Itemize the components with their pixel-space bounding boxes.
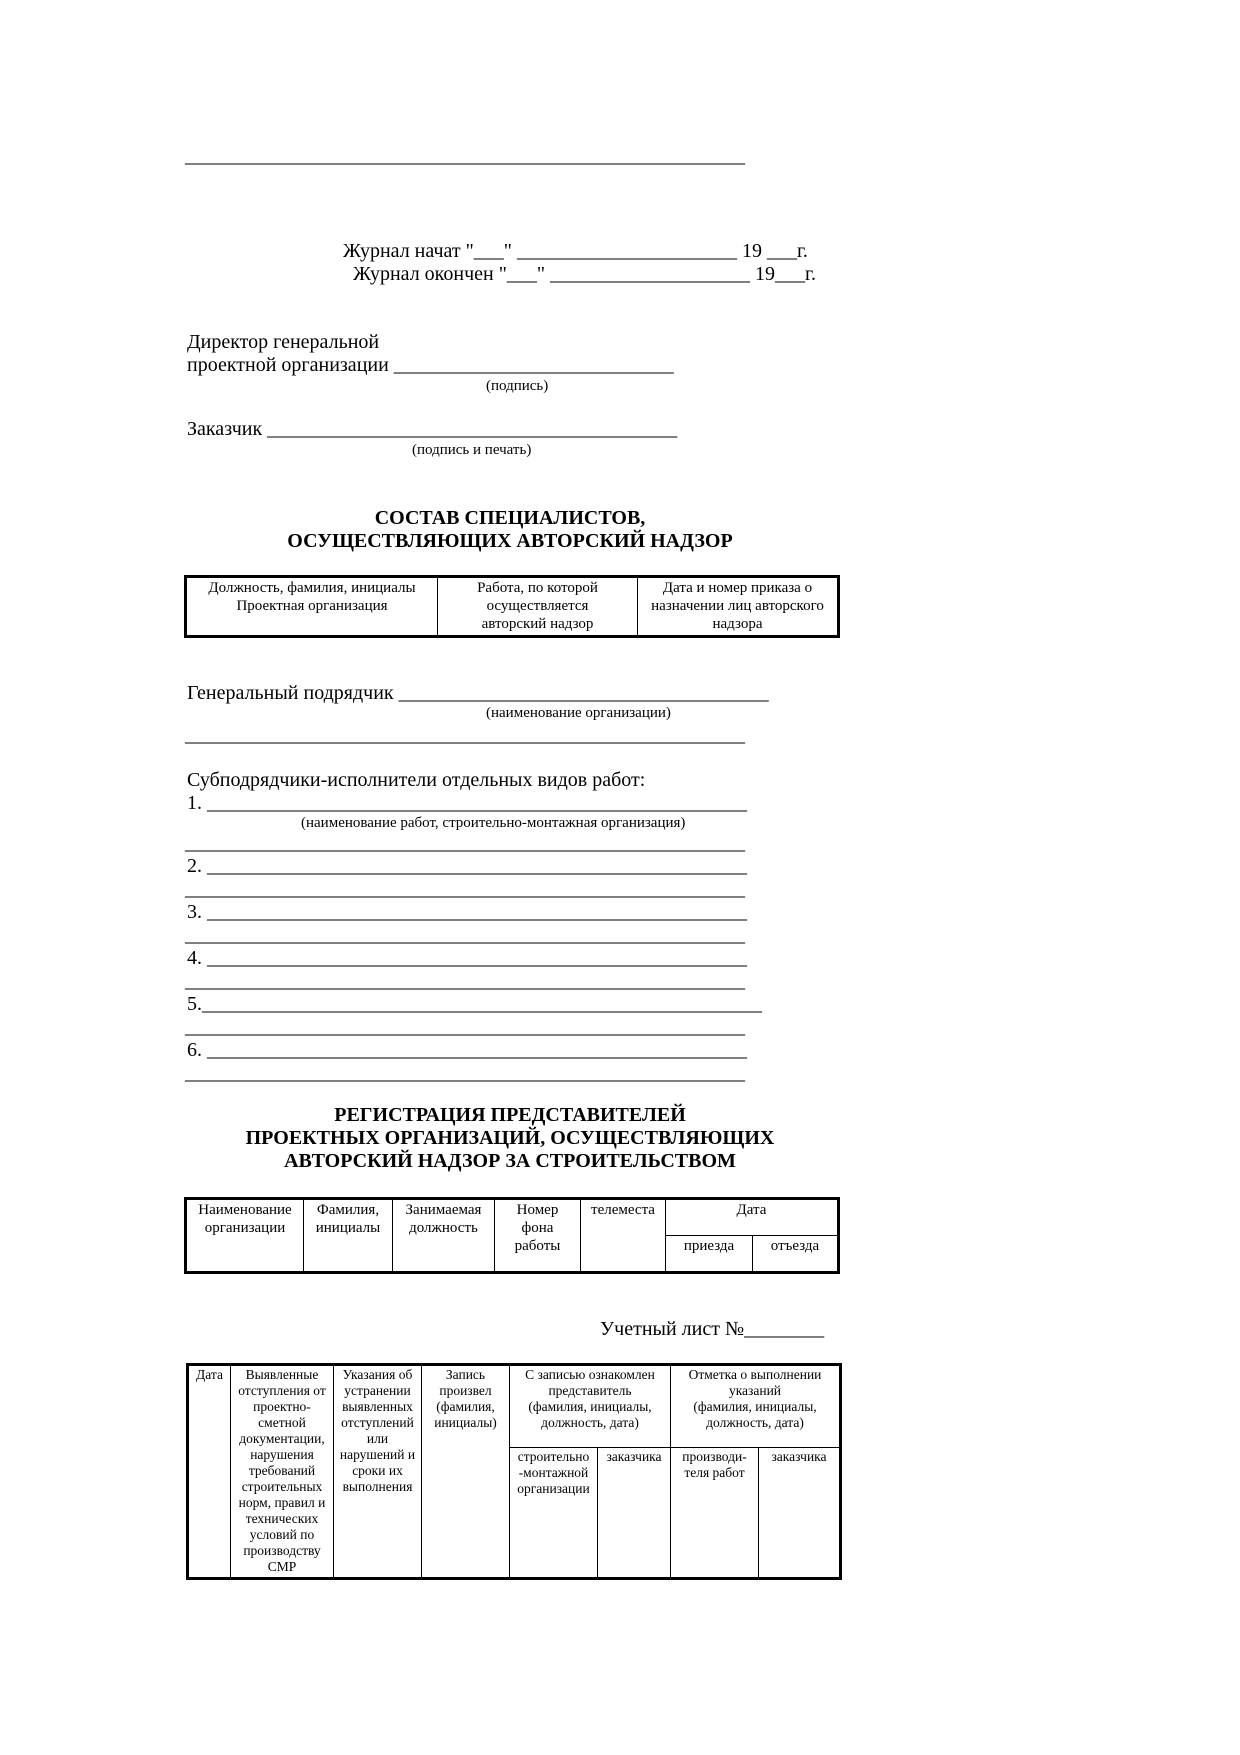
- subcontractor-item-6: 6. ______________________________________________________: [187, 1039, 747, 1061]
- representatives-header-date: [666, 1199, 839, 1236]
- representatives-header-org: [186, 1199, 304, 1273]
- representatives-header-telemesta: [581, 1199, 666, 1273]
- subcontractor-blank-1: ________________________________________________________: [185, 832, 745, 854]
- subcontractor-blank-6: ________________________________________________________: [185, 1062, 745, 1084]
- account-header-customer-1: [598, 1447, 671, 1578]
- account-header-deviations: [231, 1365, 334, 1579]
- account-header-completion-text: Отметка о выполнении указаний (фамилия, инициалы, должность, дата): [688, 1367, 822, 1430]
- account-header-row-1: [188, 1365, 841, 1448]
- specialists-header-position: [186, 577, 438, 637]
- subcontractor-blank-3: ________________________________________________________: [185, 924, 745, 946]
- account-header-smo: [510, 1447, 598, 1578]
- account-header-producer: [671, 1447, 759, 1578]
- specialists-table: [184, 575, 840, 638]
- account-header-completion: [671, 1365, 841, 1448]
- representatives-header-date-text: Дата: [736, 1202, 767, 1218]
- journal-finished-line: Журнал окончен "___" ____________________ 19___г.: [353, 263, 816, 285]
- representatives-header-name-text: Фамилия, инициалы: [315, 1202, 381, 1236]
- customer-signature-line: Заказчик _________________________________________: [187, 418, 678, 440]
- account-header-smo-text: строительно -монтажной организации: [517, 1448, 590, 1496]
- section2-title-line2: ПРОЕКТНЫХ ОРГАНИЗАЦИЙ, ОСУЩЕСТВЛЯЮЩИХ: [245, 1127, 775, 1149]
- account-sheet-table: [186, 1363, 842, 1580]
- account-header-producer-text: производи- теля работ: [682, 1448, 747, 1480]
- account-header-record: [422, 1365, 510, 1579]
- account-sheet-label: Учетный лист №________: [600, 1318, 825, 1340]
- general-contractor-blank-line: ________________________________________________________: [185, 724, 745, 746]
- representatives-header-arrival-text: приезда: [683, 1238, 735, 1254]
- representatives-header-row-1: [186, 1199, 839, 1236]
- director-label: Директор генеральной: [187, 331, 380, 353]
- subcontractor-blank-2: ________________________________________________________: [185, 878, 745, 900]
- representatives-table: [184, 1197, 840, 1274]
- specialists-header-order: [638, 577, 839, 637]
- account-header-instructions: [334, 1365, 422, 1579]
- subcontractor-item-5: 5.________________________________________________________: [187, 993, 762, 1015]
- general-contractor-caption: (наименование организации): [486, 705, 671, 721]
- account-header-customer-2: [759, 1447, 841, 1578]
- account-header-date-text: Дата: [196, 1367, 223, 1382]
- subcontractor-blank-5: ________________________________________________________: [185, 1016, 745, 1038]
- section2-title-line3: АВТОРСКИЙ НАДЗОР ЗА СТРОИТЕЛЬСТВОМ: [284, 1150, 736, 1172]
- subcontractors-title: Субподрядчики-исполнители отдельных видов работ:: [187, 769, 646, 791]
- section1-title-line1: СОСТАВ СПЕЦИАЛИСТОВ,: [374, 507, 646, 529]
- account-header-deviations-text: Выявленные отступления от проектно- сметной документации, нарушения требований строительных норм, правил и технических условий по производству СМР: [238, 1367, 326, 1574]
- customer-signature-caption: (подпись и печать): [412, 442, 532, 458]
- specialists-table-header-row: [186, 577, 839, 637]
- top-blank-line: ________________________________________________________: [185, 145, 745, 167]
- representatives-header-departure: [753, 1236, 839, 1273]
- specialists-header-position-text: Должность, фамилия, инициалы Проектная организация: [208, 580, 416, 614]
- account-header-customer-1-text: заказчика: [606, 1448, 662, 1464]
- account-header-acquainted-text: С записью ознакомлен представитель (фамилия, инициалы, должность, дата): [525, 1367, 655, 1430]
- subcontractor-item-1: 1. ______________________________________________________: [187, 792, 747, 814]
- section1-title-line2: ОСУЩЕСТВЛЯЮЩИХ АВТОРСКИЙ НАДЗОР: [287, 530, 733, 552]
- account-header-record-text: Запись произвел (фамилия, инициалы): [434, 1367, 497, 1430]
- account-header-customer-2-text: заказчика: [771, 1448, 827, 1464]
- specialists-header-work: [438, 577, 638, 637]
- subcontractor-blank-4: ________________________________________________________: [185, 970, 745, 992]
- account-header-date: [188, 1365, 231, 1579]
- representatives-header-arrival: [666, 1236, 753, 1273]
- subcontractor-item-3: 3. ______________________________________________________: [187, 901, 747, 923]
- subcontractor-item-2: 2. ______________________________________________________: [187, 855, 747, 877]
- representatives-header-position-text: Занимаемая должность: [405, 1202, 482, 1236]
- journal-started-line: Журнал начат "___" ______________________ 19 ___г.: [343, 240, 808, 262]
- subcontractor-caption: (наименование работ, строительно-монтажная организация): [301, 815, 686, 831]
- specialists-header-work-text: Работа, по которой осуществляется авторский надзор: [477, 580, 598, 632]
- representatives-header-position: [393, 1199, 495, 1273]
- specialists-header-order-text: Дата и номер приказа о назначении лиц авторского надзора: [651, 580, 824, 632]
- representatives-header-phone: [495, 1199, 581, 1273]
- general-contractor-line: Генеральный подрядчик _____________________________________: [187, 682, 769, 704]
- director-signature-caption: (подпись): [486, 378, 549, 394]
- representatives-header-departure-text: отъезда: [770, 1238, 820, 1254]
- account-header-instructions-text: Указания об устранении выявленных отступлений или нарушений и сроки их выполнения: [339, 1367, 416, 1494]
- representatives-header-org-text: Наименование организации: [198, 1202, 292, 1236]
- subcontractor-item-4: 4. ______________________________________________________: [187, 947, 747, 969]
- director-signature-line: проектной организации ____________________________: [187, 354, 674, 376]
- representatives-header-name: [304, 1199, 393, 1273]
- representatives-header-telemesta-text: телеместа: [591, 1202, 655, 1218]
- representatives-header-phone-text: Номер фона работы: [514, 1202, 561, 1254]
- section2-title-line1: РЕГИСТРАЦИЯ ПРЕДСТАВИТЕЛЕЙ: [334, 1104, 686, 1126]
- account-header-acquainted: [510, 1365, 671, 1448]
